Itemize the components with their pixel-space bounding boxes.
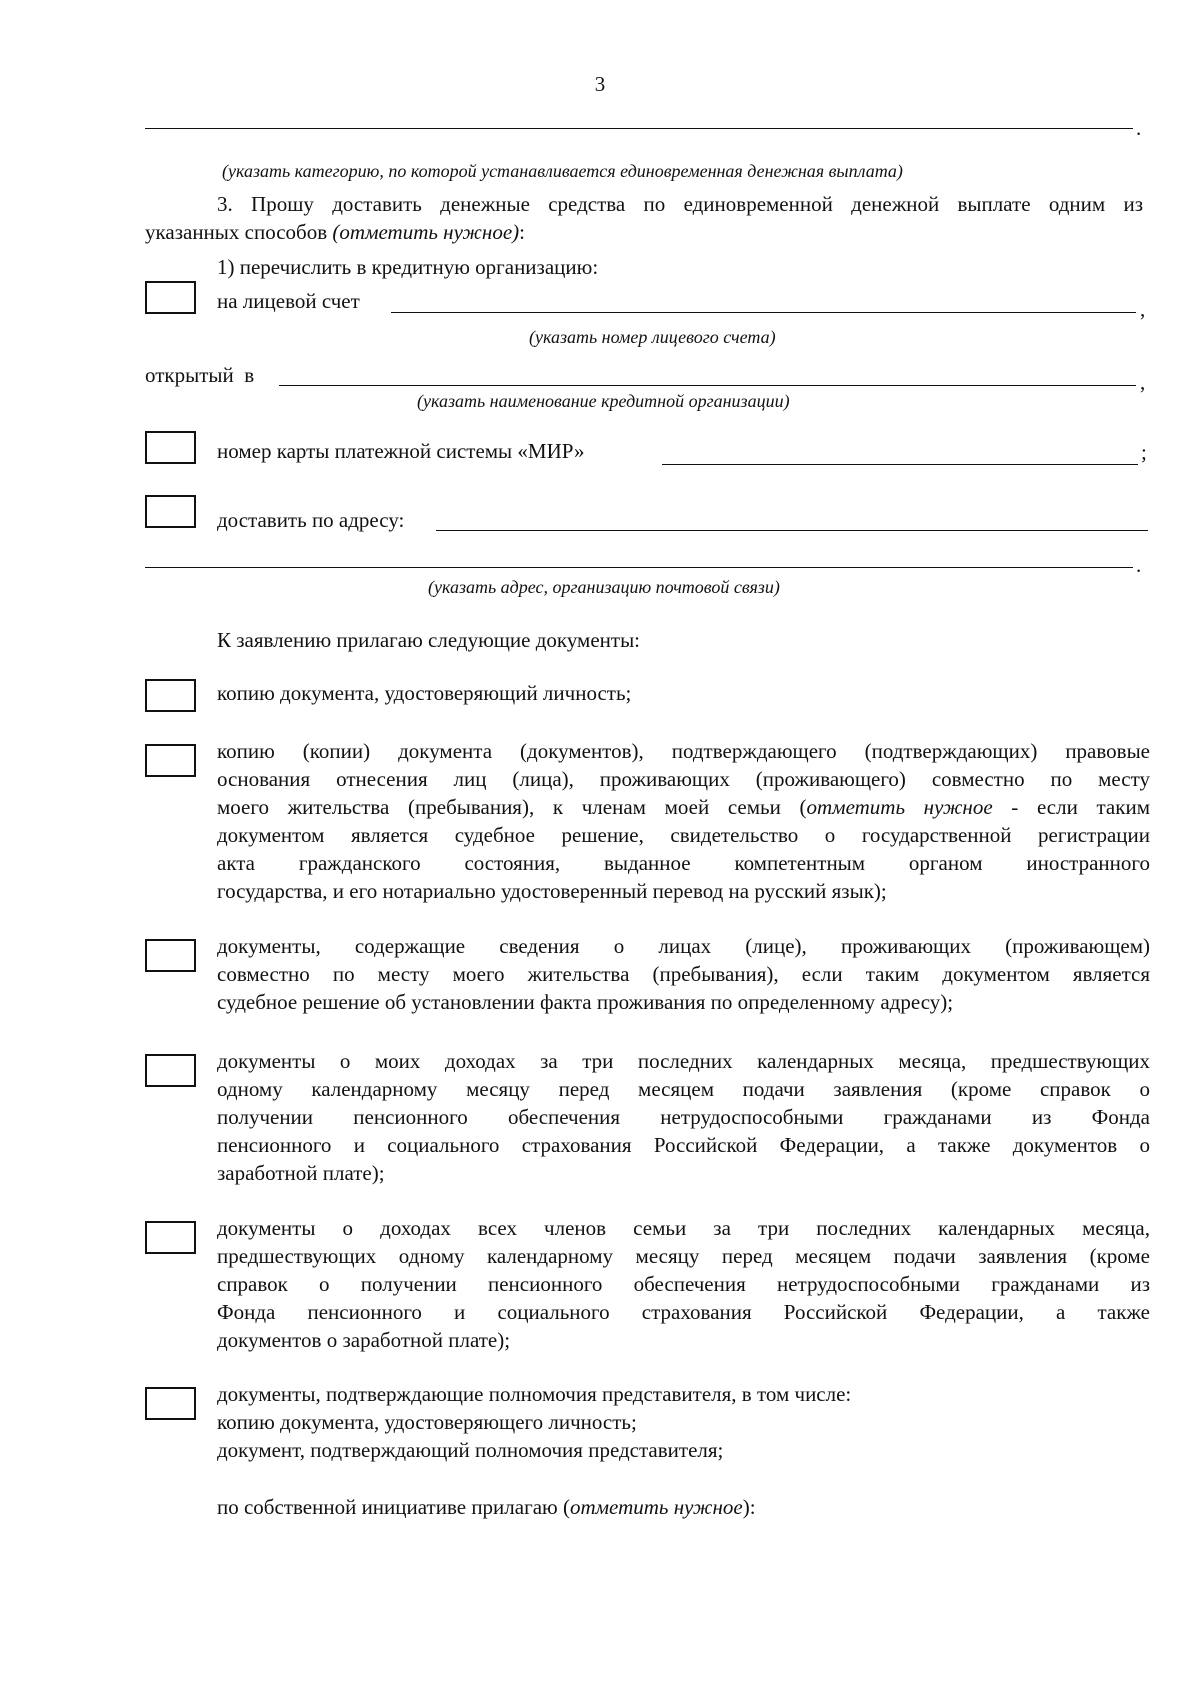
doc5-line: документы о доходах всех членов семьи за три последних календарных месяца,	[217, 1216, 1150, 1240]
delivery-checkbox[interactable]	[145, 495, 196, 528]
account-checkbox[interactable]	[145, 281, 196, 314]
card-label: номер карты платежной системы «МИР»	[217, 439, 585, 463]
item3-line2: указанных способов (отметить нужное):	[145, 220, 525, 244]
card-checkbox[interactable]	[145, 431, 196, 464]
own-initiative-text: по собственной инициативе прилагаю (отметить нужное):	[217, 1495, 756, 1519]
doc5-line: справок о получении пенсионного обеспечения нетрудоспособными гражданами из	[217, 1272, 1150, 1296]
doc4-line: одному календарному месяцу перед месяцем подачи заявления (кроме справок о	[217, 1077, 1150, 1101]
account-input-line[interactable]	[391, 312, 1136, 313]
doc4-line: заработной плате);	[217, 1161, 385, 1185]
card-input-line[interactable]	[662, 464, 1138, 465]
category-caption: (указать категорию, по которой устанавливается единовременная денежная выплата)	[222, 161, 903, 181]
doc6-paragraph	[217, 1380, 1150, 1464]
category-period: .	[1136, 116, 1142, 140]
doc3-line: совместно по месту моего жительства (пребывания), если таким документом является	[217, 962, 1150, 986]
card-semicolon: ;	[1141, 440, 1147, 464]
doc2-line: документом является судебное решение, свидетельство о государственной регистрации	[217, 823, 1150, 847]
doc2-line: акта гражданского состояния, выданное компетентным органом иностранного	[217, 851, 1150, 875]
doc1-text: копию документа, удостоверяющий личность;	[217, 681, 632, 705]
delivery-period: .	[1136, 553, 1142, 577]
doc2-paragraph	[217, 737, 1150, 905]
doc6-line: документы, подтверждающие полномочия представителя, в том числе:	[217, 1382, 852, 1406]
doc6-line: документ, подтверждающий полномочия представителя;	[217, 1438, 724, 1462]
item3-line1: 3. Прошу доставить денежные средства по единовременной денежной выплате одним из	[217, 192, 1143, 216]
doc2-checkbox[interactable]	[145, 744, 196, 777]
doc5-checkbox[interactable]	[145, 1221, 196, 1254]
delivery-label: доставить по адресу:	[217, 508, 405, 532]
doc5-line: предшествующих одному календарному месяцу перед месяцем подачи заявления (кроме	[217, 1244, 1150, 1268]
doc3-checkbox[interactable]	[145, 939, 196, 972]
doc3-paragraph	[217, 932, 1150, 1016]
doc6-checkbox[interactable]	[145, 1387, 196, 1420]
doc2-line: основания отнесения лиц (лица), проживающих (проживающего) совместно по месту	[217, 767, 1150, 791]
delivery-caption: (указать адрес, организацию почтовой связи)	[428, 577, 780, 597]
doc4-line: пенсионного и социального страхования Российской Федерации, а также документов о	[217, 1133, 1150, 1157]
bank-input-line[interactable]	[279, 385, 1136, 386]
doc4-paragraph	[217, 1047, 1150, 1187]
attach-heading: К заявлению прилагаю следующие документы:	[217, 628, 641, 652]
item3-paragraph	[145, 190, 1143, 246]
doc3-line: документы, содержащие сведения о лицах (лице), проживающих (проживающем)	[217, 934, 1150, 958]
doc2-line: государства, и его нотариально удостоверенный перевод на русский язык);	[217, 879, 887, 903]
doc4-checkbox[interactable]	[145, 1054, 196, 1087]
delivery-input-line-2[interactable]	[145, 567, 1133, 568]
doc6-line: копию документа, удостоверяющего личность;	[217, 1410, 637, 1434]
delivery-input-line-1[interactable]	[436, 530, 1148, 531]
opened-in-label: открытый в	[145, 363, 255, 387]
bank-caption: (указать наименование кредитной организации)	[417, 391, 790, 411]
doc2-line: моего жительства (пребывания), к членам моей семьи (отметить нужное - если таким	[217, 795, 1150, 819]
account-caption: (указать номер лицевого счета)	[529, 327, 776, 347]
bank-comma: ,	[1140, 370, 1146, 394]
doc2-line: копию (копии) документа (документов), подтверждающего (подтверждающих) правовые	[217, 739, 1150, 763]
account-comma: ,	[1140, 297, 1146, 321]
category-line[interactable]	[145, 128, 1133, 129]
doc4-line: получении пенсионного обеспечения нетрудоспособными гражданами из Фонда	[217, 1105, 1150, 1129]
doc1-checkbox[interactable]	[145, 679, 196, 712]
page-number: 3	[594, 72, 606, 96]
doc5-line: документов о заработной плате);	[217, 1328, 511, 1352]
doc3-line: судебное решение об установлении факта проживания по определенному адресу);	[217, 990, 954, 1014]
doc5-line: Фонда пенсионного и социального страхования Российской Федерации, а также	[217, 1300, 1150, 1324]
doc4-line: документы о моих доходах за три последних календарных месяца, предшествующих	[217, 1049, 1150, 1073]
doc5-paragraph	[217, 1214, 1150, 1354]
account-label: на лицевой счет	[217, 289, 360, 313]
transfer-heading: 1) перечислить в кредитную организацию:	[217, 255, 599, 279]
